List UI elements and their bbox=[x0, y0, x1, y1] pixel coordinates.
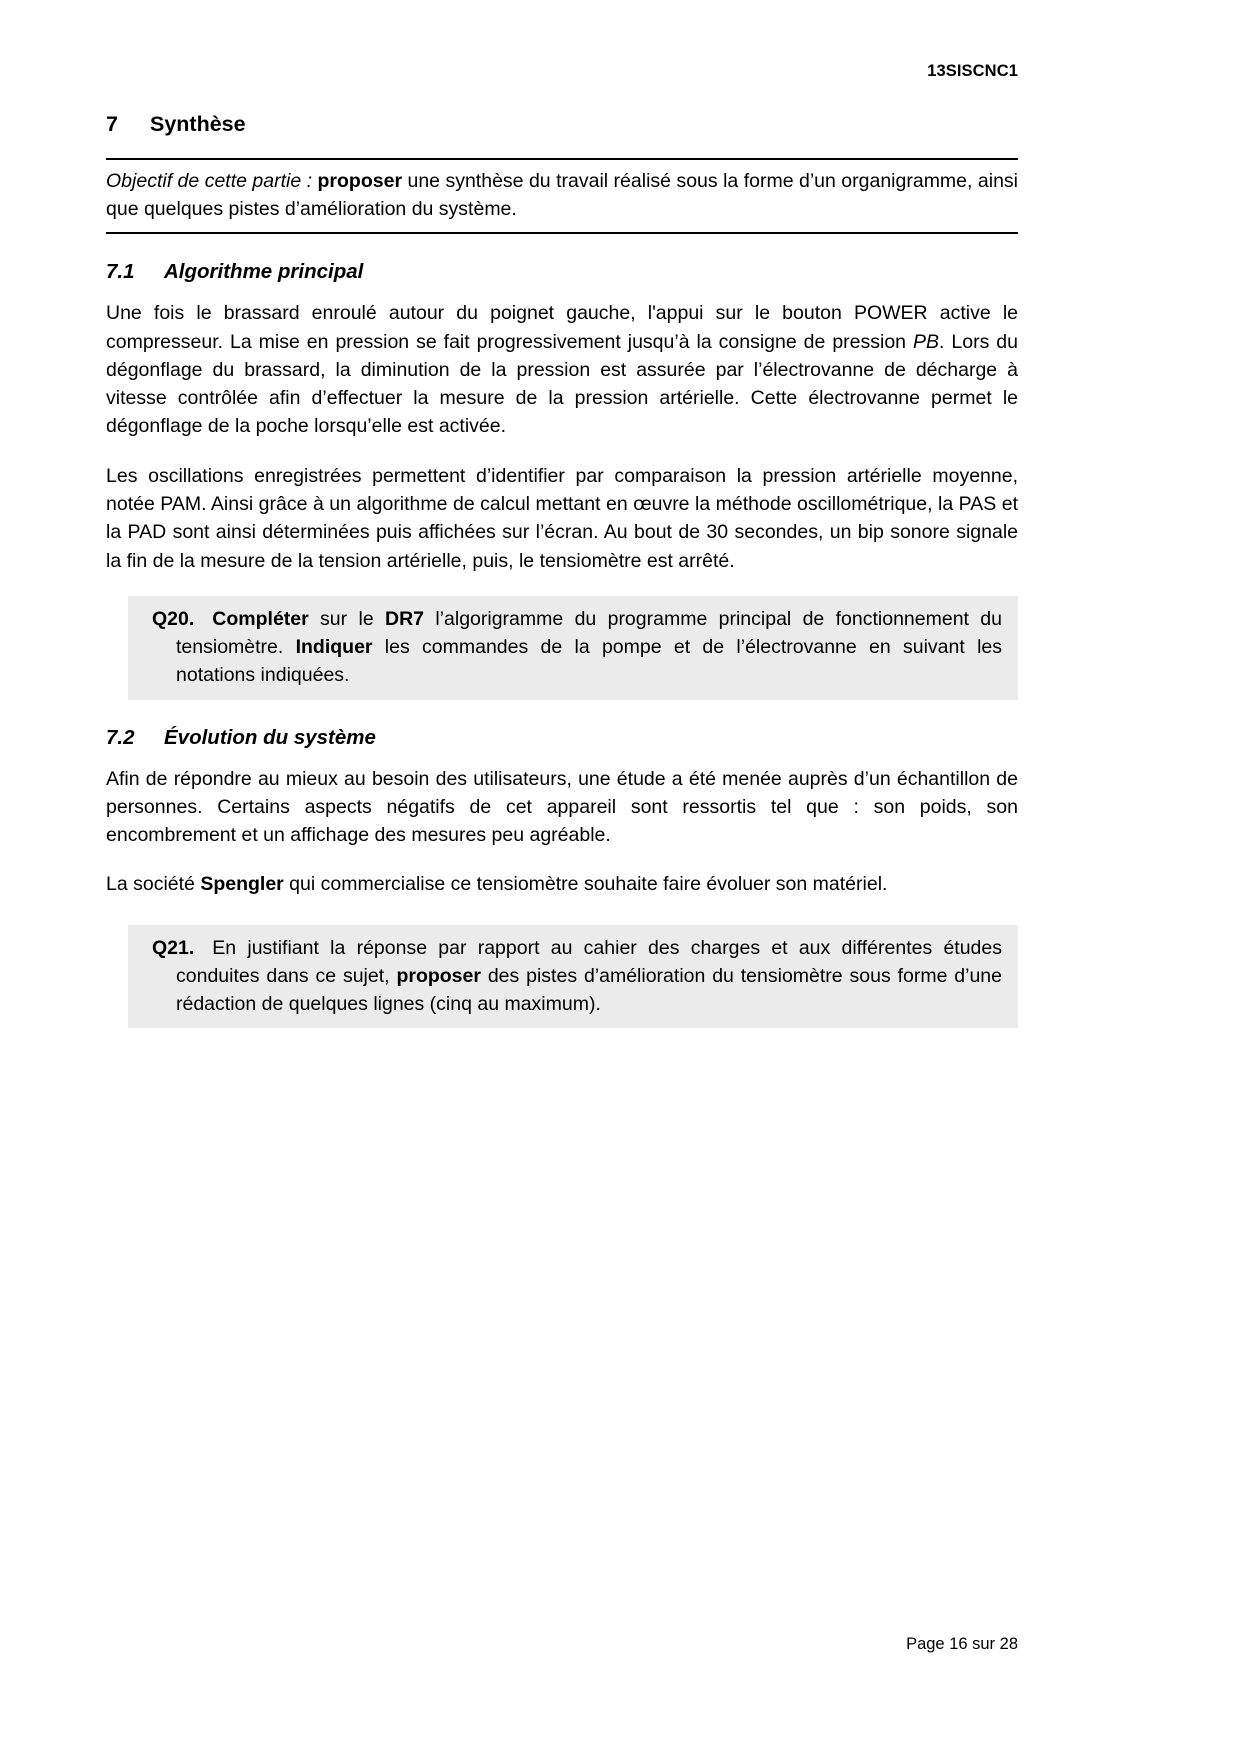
objective-rest: une synthèse du travail réalisé sous la forme d’un organigramme, ainsi que quelques pistes d’amélioration du système. bbox=[106, 170, 1018, 220]
paragraph-algorithm-1-part1: Une fois le brassard enroulé autour du poignet gauche, l'appui sur le bouton POWER active le compresseur. La mise en pression se fait progressivement jusqu’à la consigne de pression bbox=[106, 302, 1018, 353]
company-name-spengler: Spengler bbox=[200, 873, 284, 896]
section-71-number: 7.1 bbox=[106, 260, 135, 284]
question-q20-text bbox=[152, 605, 1002, 690]
paragraph-evolution-2-part2: qui commercialise ce tensiomètre souhaite faire évoluer son matériel. bbox=[283, 873, 888, 896]
objective-lead: Objectif de cette partie : bbox=[106, 170, 313, 192]
objective-strong: proposer bbox=[317, 170, 403, 192]
paragraph-evolution-1: Afin de répondre au mieux au besoin des utilisateurs, une étude a été menée auprès d’un échantillon de personnes. Certains aspects négatifs de cet appareil sont ressortis tel que : son poids, son encombrement et un affichage des mesures peu agréable. bbox=[106, 767, 1018, 847]
paragraph-evolution-2 bbox=[106, 870, 1018, 898]
page-content: 13SISCNC1 7 Synthèse Objectif de cette partie : proposer une synthèse du travail réalisé sous la forme d’un organigramme, ainsi que quelques pistes d’amélioration du système. 7.1 Algorithme principal Une fois le brassard enroulé autour du poignet gauche, l'appui sur le bouton POWER active le compresseur. La mise en pression se fait progressivement jusqu’à la consigne de pression PB. Lors du dégonflage du brassard, la diminution de la pression est assurée par l’électrovanne de décharge à vitesse contrôlée afin d’effectuer la mesure de la pression artérielle. Cette électrovanne permet le dégonflage de la poche lorsqu’elle est activée. Les oscillations enregistrées permettent d’identifier par comparaison la pression artérielle moyenne, notée PAM. Ainsi grâce à un algorithme de calcul mettant en œuvre la méthode oscillométrique, la PAS et la PAD sont ainsi déterminées puis affichées sur l’écran. Au bout de 30 secondes, un bip sonore signale la fin de la mesure de la tension artérielle, puis, le tensiomètre est arrêté. Q20. Compléter sur le DR7 l’algorigramme du programme principal de fonctionnement du tensiomètre. Indiquer les commandes de la pompe et de l’électrovanne en suivant les notations indiquées. 7.2 Évolution du système Afin de répondre au mieux au besoin des utilisateurs, une étude a été menée auprès d’un échantillon de personnes. Certains aspects négatifs de cet appareil sont ressortis tel que : son poids, son encombrement et un affichage des mesures peu agréable. La société Spengler qui commercialise ce tensiomètre souhaite faire évoluer son matériel. Q21. En justifiant la réponse par rapport au cahier des charges et aux différentes études conduites dans ce sujet, proposer des pistes d’amélioration du tensiomètre sous forme d’une rédaction de quelques lignes (cinq au maximum). Page 16 sur 28 bbox=[106, 62, 1018, 1653]
document-header-code: 13SISCNC1 bbox=[927, 62, 1018, 80]
section-7-heading bbox=[106, 112, 1018, 137]
pressure-symbol-pb: PB bbox=[913, 330, 940, 353]
section-71-heading bbox=[106, 260, 1018, 284]
question-q20-verb-indiquer: Indiquer bbox=[295, 636, 373, 659]
objective-block bbox=[106, 158, 1018, 234]
section-72-number: 7.2 bbox=[106, 725, 135, 749]
question-q20-label: Q20. bbox=[152, 607, 195, 630]
question-q21-verb-proposer: proposer bbox=[396, 964, 481, 987]
paragraph-evolution-2-part1: La société bbox=[106, 873, 201, 896]
question-q20-verb-completer: Compléter bbox=[212, 607, 309, 630]
question-q20-text-2: l’algorigramme du programme principal de fonctionnement du tensiomètre. bbox=[176, 607, 1002, 659]
section-72-heading bbox=[106, 726, 1018, 750]
question-q21-text bbox=[152, 934, 1002, 1019]
question-q21-label: Q21. bbox=[152, 936, 195, 959]
question-q20-box bbox=[128, 596, 1018, 700]
question-q20-text-1: sur le bbox=[308, 607, 385, 630]
section-7-title: Synthèse bbox=[150, 112, 246, 136]
section-7-number: 7 bbox=[106, 112, 118, 136]
question-q21-text-1: En justifiant la réponse par rapport au cahier des charges et aux différentes études conduites dans ce sujet, bbox=[176, 936, 1002, 987]
question-q20-reference-dr7: DR7 bbox=[385, 607, 425, 630]
question-q21-box bbox=[128, 925, 1018, 1029]
paragraph-algorithm-1-part2: . Lors du dégonflage du brassard, la diminution de la pression est assurée par l’électrovanne de décharge à vitesse contrôlée afin d’effectuer la mesure de la pression artérielle. Cette électrovanne permet le dégonflage de la poche lorsqu’elle est activée. bbox=[106, 330, 1018, 438]
question-q21-text-2: des pistes d’amélioration du tensiomètre sous forme d’une rédaction de quelques lignes (cinq au maximum). bbox=[176, 964, 1002, 1016]
question-q20-text-3: les commandes de la pompe et de l’électrovanne en suivant les notations indiquées. bbox=[176, 636, 1003, 687]
paragraph-algorithm-1 bbox=[106, 299, 1018, 440]
paragraph-algorithm-2: Les oscillations enregistrées permettent d’identifier par comparaison la pression artérielle moyenne, notée PAM. Ainsi grâce à un algorithme de calcul mettant en œuvre la méthode oscillométrique, la PAS et la PAD sont ainsi déterminées puis affichées sur l’écran. Au bout de 30 secondes, un bip sonore signale la fin de la mesure de la tension artérielle, puis, le tensiomètre est arrêté. bbox=[106, 464, 1018, 572]
section-71-title: Algorithme principal bbox=[164, 260, 364, 284]
section-72-title: Évolution du système bbox=[164, 725, 376, 749]
